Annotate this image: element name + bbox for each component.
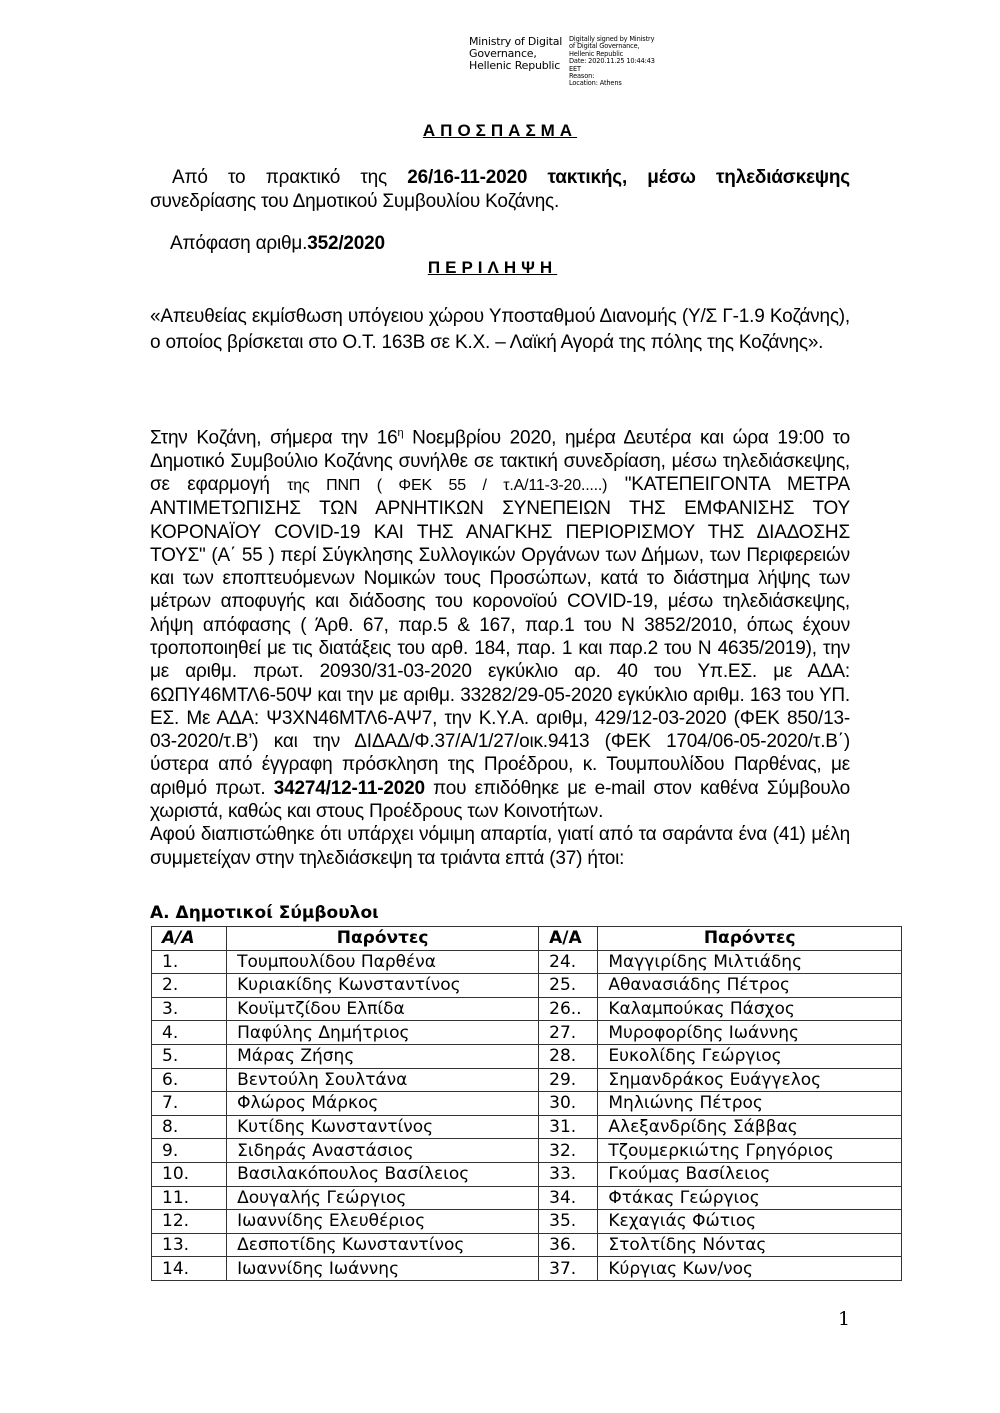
- table-row: [152, 1210, 902, 1234]
- member-name: Γκούμας Βασίλειος: [598, 1162, 902, 1186]
- column-header-aa: Α/Α: [152, 927, 227, 951]
- member-number: 26..: [539, 997, 598, 1021]
- signature-detail-line: of Digital Governance,: [569, 42, 640, 51]
- member-name: Φτάκας Γεώργιος: [598, 1186, 902, 1210]
- member-number: 1.: [152, 950, 227, 974]
- page-number: 1: [838, 1308, 851, 1330]
- intro-line-1: [150, 166, 850, 190]
- text-run: Στην Κοζάνη, σήμερα την 16: [150, 427, 398, 449]
- column-header-present: Παρόντες: [598, 927, 902, 951]
- table-row: [152, 1068, 902, 1092]
- member-number: 5.: [152, 1044, 227, 1068]
- intro-prefix: Από το πρακτικό της: [172, 167, 408, 188]
- table-row: [152, 1021, 902, 1045]
- member-name: Κυριακίδης Κωνσταντίνος: [227, 974, 539, 998]
- minutes-paragraph-2: Αφού διαπιστώθηκε ότι υπάρχει νόμιμη απαρτία, γιατί από τα σαράντα ένα (41) μέλη συμμετείχαν στην τηλεδιάσκεψη τα τριάντα επτά (37) ήτοι:: [150, 824, 850, 869]
- member-name: Αλεξανδρίδης Σάββας: [598, 1115, 902, 1139]
- table-row: [152, 1115, 902, 1139]
- table-row: [152, 1092, 902, 1116]
- member-number: 3.: [152, 997, 227, 1021]
- member-number: 30.: [539, 1092, 598, 1116]
- member-name: Κουϊμτζίδου Ελπίδα: [227, 997, 539, 1021]
- minutes-paragraph-1: [150, 422, 850, 823]
- meeting-reference: 26/16-11-2020 τακτικής, μέσω τηλεδιάσκεψης: [407, 167, 850, 188]
- table-header-row: [152, 927, 902, 951]
- minutes-body: [150, 422, 850, 870]
- digital-signature-stamp: [469, 36, 679, 88]
- intro-paragraph: [150, 166, 850, 214]
- text-run: "ΚΑΤΕΠΕΙΓΟΝΤΑ ΜΕΤΡΑ ΑΝΤΙΜΕΤΩΠΙΣΗΣ ΤΩΝ ΑΡΝΗΤΙΚΩΝ ΣΥΝΕΠΕΙΩΝ ΤΗΣ ΕΜΦΑΝΙΣΗΣ ΤΟΥ ΚΟΡΟΝΑΪΟΥ COVID-19 ΚΑΙ ΤΗΣ ΑΝΑΓΚΗΣ ΠΕΡΙΟΡΙΣΜΟΥ ΤΗΣ ΔΙΑΔΟΣΗΣ ΤΟΥΣ" (Α΄ 55 ) περί Σύγκλησης Συλλογικών Οργάνων των Δήμων, των Περιφερειών και των εποπτευόμενων Νομικών τους Προσώπων, κατά το διάστημα λήψης των μέτρων αποφυγής και διάδοσης του κορονοϊού COVID-19, μέσω τηλεδιάσκεψης, λήψη απόφασης ( Άρθ. 67, παρ.5 & 167, παρ.1 του Ν 3852/2010, όπως έχουν τροποποιηθεί με τις διατάξεις του αρθ. 184, παρ. 1 και παρ.2 του Ν 4635/2019), την με αριθμ. πρωτ. 20930/31-03-2020 εγκύκλιο αρ. 40 του Υπ.ΕΣ. με ΑΔΑ: 6ΩΠΥ46ΜΤΛ6-50Ψ και την με αριθμ. 33282/29-05-2020 εγκύκλιο αριθμ. 163 του ΥΠ. ΕΣ. Με ΑΔΑ: Ψ3ΧΝ46ΜΤΛ6-ΑΨ7, την Κ.Υ.Α. αριθμ, 429/12-03-2020 (ΦΕΚ 850/13-03-2020/τ.Β’) και την ΔΙΔΑΔ/Φ.37/Α/1/27/οικ.9413 (ΦΕΚ 1704/06-05-2020/τ.Β΄) ύστερα από έγγραφη πρόσκληση της Προέδρου, κ. Τουμπουλίδου Παρθένας, με αριθμό πρωτ.: [150, 473, 850, 799]
- member-name: Μαγγιρίδης Μιλτιάδης: [598, 950, 902, 974]
- table-row: [152, 997, 902, 1021]
- signer-name: [469, 36, 563, 88]
- decision-number: [170, 233, 385, 255]
- decision-value: 352/2020: [307, 233, 385, 254]
- member-number: 34.: [539, 1186, 598, 1210]
- member-name: Μηλιώνης Πέτρος: [598, 1092, 902, 1116]
- member-number: 37.: [539, 1257, 598, 1281]
- member-name: Δεσποτίδης Κωνσταντίνος: [227, 1233, 539, 1257]
- table-row: [152, 1162, 902, 1186]
- member-number: 25.: [539, 974, 598, 998]
- signature-date: Date: 2020.11.25 10:44:43: [569, 57, 655, 66]
- member-name: Μυροφορίδης Ιωάννης: [598, 1021, 902, 1045]
- table-row: [152, 1186, 902, 1210]
- invitation-protocol-number: 34274/12-11-2020: [273, 777, 425, 799]
- member-number: 36.: [539, 1233, 598, 1257]
- member-name: Ιωαννίδης Ελευθέριος: [227, 1210, 539, 1234]
- member-number: 35.: [539, 1210, 598, 1234]
- text-run: που επιδόθηκε με e-mail στον καθένα Σύμβουλο χωριστά, καθώς και στους Προέδρους των Κοινοτήτων.: [150, 777, 850, 823]
- member-name: Σημανδράκος Ευάγγελος: [598, 1068, 902, 1092]
- member-number: 7.: [152, 1092, 227, 1116]
- member-number: 12.: [152, 1210, 227, 1234]
- member-name: Ευκολίδης Γεώργιος: [598, 1044, 902, 1068]
- member-name: Τουμπουλίδου Παρθένα: [227, 950, 539, 974]
- member-name: Φλώρος Μάρκος: [227, 1092, 539, 1116]
- member-number: 4.: [152, 1021, 227, 1045]
- member-name: Βεντούλη Σουλτάνα: [227, 1068, 539, 1092]
- signature-details: [569, 36, 679, 88]
- decision-subject: «Απευθείας εκμίσθωση υπόγειου χώρου Υποσταθμού Διανομής (Υ/Σ Γ-1.9 Κοζάνης), ο οποίος βρίσκεται στο Ο.Τ. 163Β σε Κ.Χ. – Λαϊκή Αγορά της πόλης της Κοζάνης».: [150, 306, 850, 353]
- member-name: Κύργιας Κων/νος: [598, 1257, 902, 1281]
- council-members-table: [151, 926, 902, 1281]
- member-number: 8.: [152, 1115, 227, 1139]
- table-body: [152, 950, 902, 1280]
- member-name: Βασιλακόπουλος Βασίλειος: [227, 1162, 539, 1186]
- member-name: Στολτίδης Νόντας: [598, 1233, 902, 1257]
- member-number: 24.: [539, 950, 598, 974]
- member-number: 14.: [152, 1257, 227, 1281]
- member-name: Αθανασιάδης Πέτρος: [598, 974, 902, 998]
- member-number: 27.: [539, 1021, 598, 1045]
- member-number: 6.: [152, 1068, 227, 1092]
- text-run: Νοεμβρίου 2020, ημέρα Δευτέρα και ώρα 19:00 το Δημοτικό Συμβούλιο Κοζάνης συνήλθε σε τακτική συνεδρίαση, μέσω τηλεδιάσκεψης, σε εφαρμογή: [150, 427, 850, 495]
- column-header-aa: Α/Α: [539, 927, 598, 951]
- member-number: 33.: [539, 1162, 598, 1186]
- member-name: Καλαμπούκας Πάσχος: [598, 997, 902, 1021]
- member-name: Ιωαννίδης Ιωάννης: [227, 1257, 539, 1281]
- member-name: Κεχαγιάς Φώτιος: [598, 1210, 902, 1234]
- member-number: 28.: [539, 1044, 598, 1068]
- member-name: Τζουμερκιώτης Γρηγόριος: [598, 1139, 902, 1163]
- table-row: [152, 974, 902, 998]
- member-number: 2.: [152, 974, 227, 998]
- member-number: 10.: [152, 1162, 227, 1186]
- member-number: 11.: [152, 1186, 227, 1210]
- signature-detail-line: Digitally signed by Ministry: [569, 35, 655, 43]
- member-name: Κυτίδης Κωνσταντίνος: [227, 1115, 539, 1139]
- member-name: Σιδηράς Αναστάσιος: [227, 1139, 539, 1163]
- text-run: της ΠΝΠ ( ΦΕΚ 55 / τ.Α/11-3-20.....): [287, 476, 608, 494]
- member-name: Μάρας Ζήσης: [227, 1044, 539, 1068]
- intro-line-2: συνεδρίασης του Δημοτικού Συμβουλίου Κοζάνης.: [150, 191, 560, 212]
- member-number: 13.: [152, 1233, 227, 1257]
- summary-title: ΠΕΡΙΛΗΨΗ: [427, 258, 558, 277]
- member-number: 31.: [539, 1115, 598, 1139]
- signer-line: Hellenic Republic: [469, 59, 561, 72]
- member-name: Παφύλης Δημήτριος: [227, 1021, 539, 1045]
- signature-detail-line: EET: [569, 64, 581, 73]
- signature-location: Location: Athens: [569, 79, 622, 88]
- table-row: [152, 1044, 902, 1068]
- ordinal-superscript: η: [397, 427, 404, 439]
- member-number: 9.: [152, 1139, 227, 1163]
- member-number: 32.: [539, 1139, 598, 1163]
- table-row: [152, 1139, 902, 1163]
- member-name: Δουγαλής Γεώργιος: [227, 1186, 539, 1210]
- signer-line: Ministry of Digital: [469, 35, 563, 48]
- document-title: ΑΠΟΣΠΑΣΜΑ: [422, 121, 578, 140]
- signer-line: Governance,: [469, 47, 537, 60]
- signature-detail-line: Hellenic Republic: [569, 49, 624, 58]
- member-number: 29.: [539, 1068, 598, 1092]
- column-header-present: Παρόντες: [227, 927, 539, 951]
- table-row: [152, 950, 902, 974]
- decision-label: Απόφαση αριθμ.: [170, 233, 308, 254]
- signature-reason: Reason:: [569, 72, 595, 81]
- table-row: [152, 1257, 902, 1281]
- table-row: [152, 1233, 902, 1257]
- section-title: Α. Δημοτικοί Σύμβουλοι: [150, 903, 379, 923]
